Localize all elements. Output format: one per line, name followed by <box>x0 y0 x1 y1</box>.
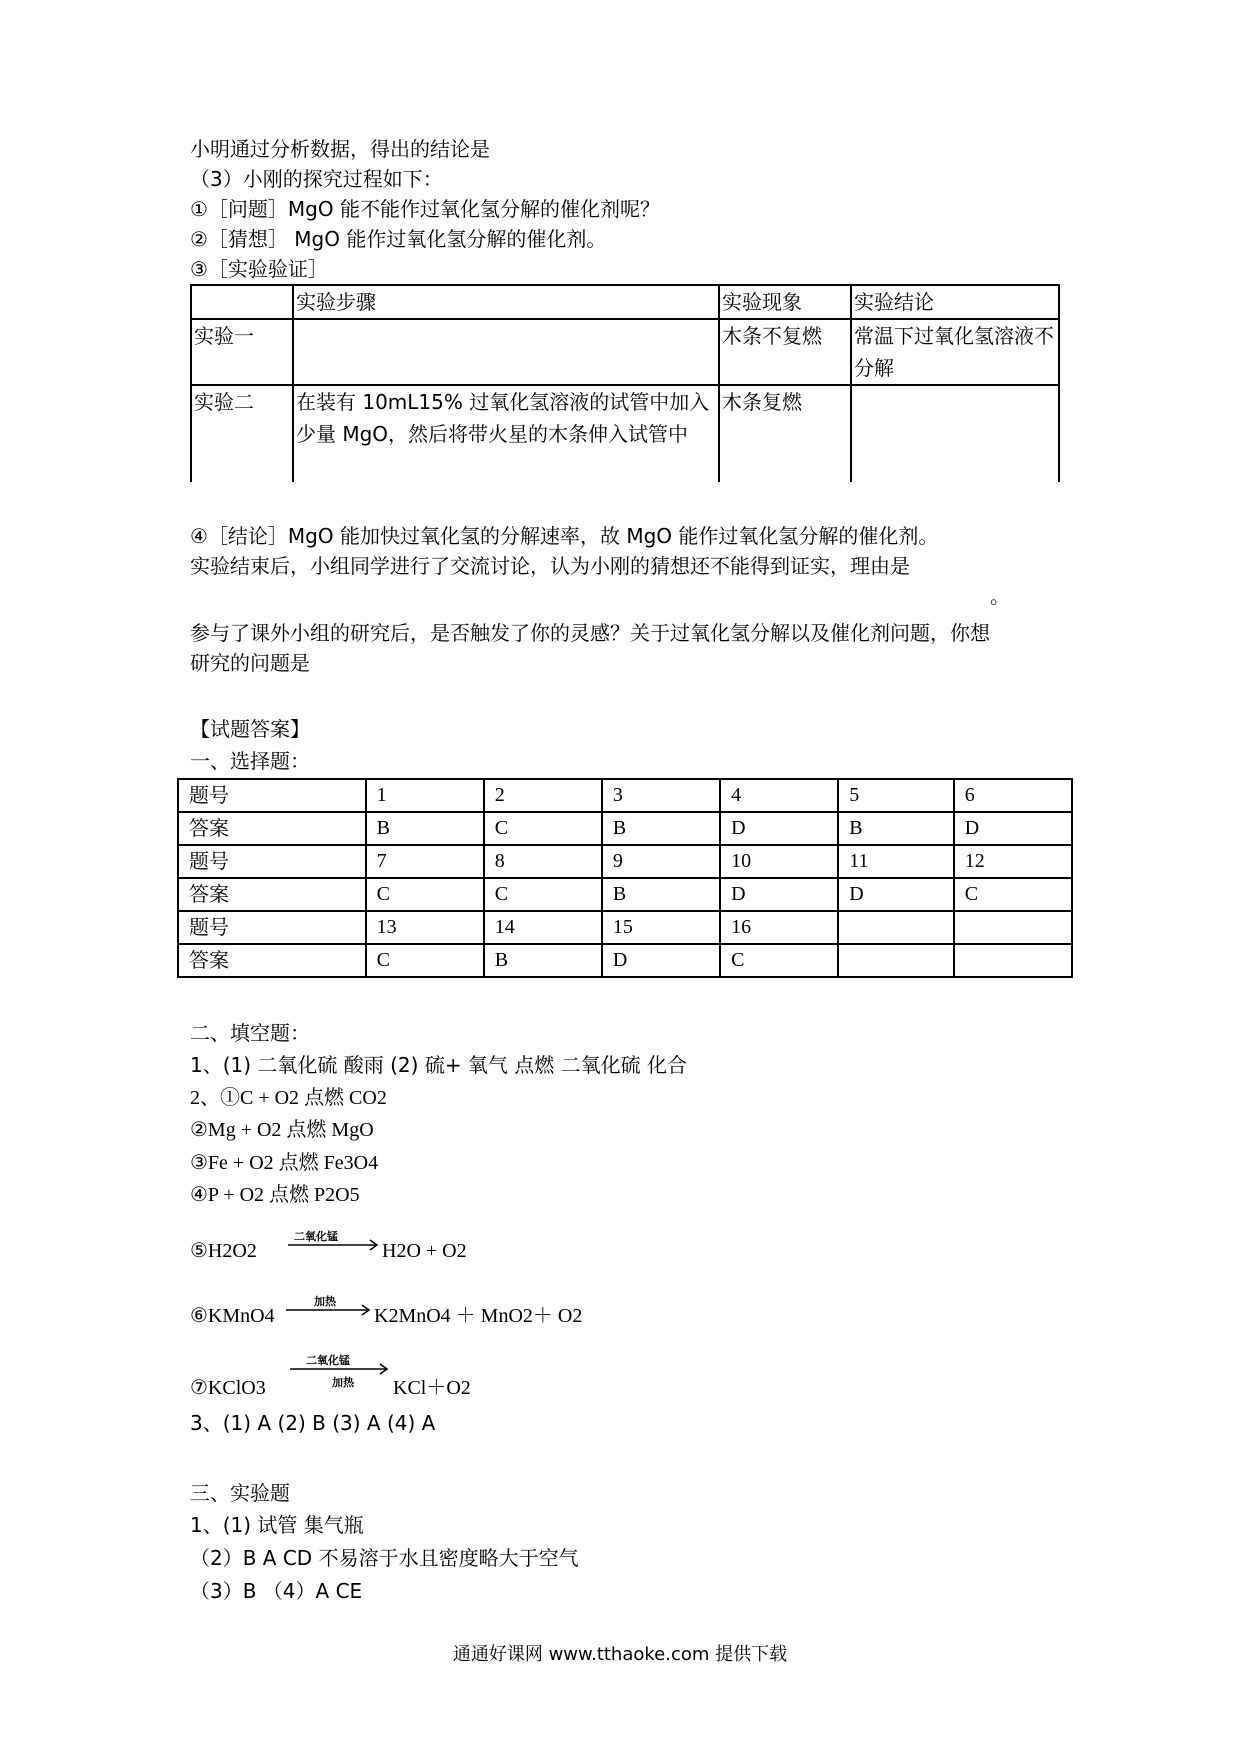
table-cell: 4 <box>720 779 838 812</box>
table-row <box>191 385 1059 482</box>
table-cell: 6 <box>954 779 1072 812</box>
table-cell: C <box>366 878 484 911</box>
table-row <box>191 285 1059 319</box>
equation-kclo3-right: KCl＋O2 <box>393 1377 471 1399</box>
question-step1: ①［问题］MgO 能不能作过氧化氢分解的催化剂呢？ <box>190 197 660 221</box>
intro-line2: （3）小刚的探究过程如下： <box>190 167 443 191</box>
heat-label: 加热 <box>314 1295 336 1308</box>
section-experiment-title: 三、实验题 <box>190 1481 290 1505</box>
reaction-arrow <box>290 1352 390 1398</box>
discussion-text: 实验结束后，小组同学进行了交流讨论，认为小刚的猜想还不能得到证实，理由是 <box>190 554 910 578</box>
conclusion-step4: ④［结论］MgO 能加快过氧化氢的分解速率，故 MgO 能作过氧化氢分解的催化剂。 <box>190 524 939 548</box>
table-cell: B <box>366 812 484 845</box>
experiment-answer-2: （2）B A CD 不易溶于水且密度略大于空气 <box>190 1546 579 1570</box>
table-cell: 木条不复燃 <box>719 319 851 385</box>
table-row <box>178 911 1072 944</box>
answers-title: 【试题答案】 <box>190 717 310 741</box>
equation-kclo3-left: ⑦KClO3 <box>190 1377 266 1399</box>
table-cell: D <box>602 944 720 977</box>
table-cell: 9 <box>602 845 720 878</box>
table-cell: B <box>602 812 720 845</box>
table-cell: 5 <box>838 779 954 812</box>
table-row <box>178 845 1072 878</box>
table-cell: 答案 <box>178 944 366 977</box>
fill-answer-1: 1、(1) 二氧化硫 酸雨 (2) 硫+ 氧气 点燃 二氧化硫 化合 <box>190 1053 688 1077</box>
experiment-answer-3: （3）B （4）A CE <box>190 1579 363 1603</box>
table-cell: B <box>484 944 602 977</box>
table-cell: 7 <box>366 845 484 878</box>
table-row <box>178 779 1072 812</box>
table-cell: C <box>954 878 1072 911</box>
table-cell: 10 <box>720 845 838 878</box>
equation-h2o2-right: H2O + O2 <box>382 1240 467 1262</box>
table-cell: D <box>954 812 1072 845</box>
table-cell <box>838 911 954 944</box>
experiment-answer-1: 1、(1) 试管 集气瓶 <box>190 1513 364 1537</box>
table-header-cell: 实验结论 <box>851 285 1059 319</box>
equation-h2o2-left: ⑤H2O2 <box>190 1240 257 1262</box>
table-cell: 木条复燃 <box>719 385 851 482</box>
table-cell: 11 <box>838 845 954 878</box>
equation-kmno4-right: K2MnO4 ＋ MnO2＋ O2 <box>374 1305 583 1327</box>
table-cell: 3 <box>602 779 720 812</box>
section-choice-title: 一、选择题： <box>190 749 310 773</box>
inspire-text-1: 参与了课外小组的研究后，是否触发了你的灵感？关于过氧化氢分解以及催化剂问题，你想 <box>190 621 990 645</box>
table-cell: 13 <box>366 911 484 944</box>
table-cell: C <box>720 944 838 977</box>
table-cell: 常温下过氧化氢溶液不分解 <box>851 319 1059 385</box>
experiment-table <box>190 284 1060 482</box>
table-cell: 题号 <box>178 911 366 944</box>
table-cell: 12 <box>954 845 1072 878</box>
table-cell: 题号 <box>178 845 366 878</box>
footer-credit: 通通好课网 www.tthaoke.com 提供下载 <box>452 1644 788 1665</box>
intro-line1: 小明通过分析数据，得出的结论是 <box>190 137 490 161</box>
table-cell <box>838 944 954 977</box>
fill-answer-5: ④P + O2 点燃 P2O5 <box>190 1184 360 1206</box>
table-cell: 8 <box>484 845 602 878</box>
table-cell: 在装有 10mL15% 过氧化氢溶液的试管中加入少量 MgO，然后将带火星的木条伸入试管中 <box>293 385 719 482</box>
table-row <box>178 944 1072 977</box>
table-cell: 1 <box>366 779 484 812</box>
heat-label: 加热 <box>332 1376 354 1389</box>
table-cell: C <box>484 812 602 845</box>
answer-table <box>177 778 1073 978</box>
inspire-text-2: 研究的问题是 <box>190 651 310 675</box>
table-cell: 实验一 <box>191 319 293 385</box>
fill-answer-4: ③Fe + O2 点燃 Fe3O4 <box>190 1152 379 1174</box>
table-header-cell <box>191 285 293 319</box>
reaction-arrow <box>288 1230 380 1260</box>
table-cell: 答案 <box>178 812 366 845</box>
table-cell: 题号 <box>178 779 366 812</box>
table-cell: D <box>720 812 838 845</box>
table-cell <box>954 944 1072 977</box>
table-cell: D <box>838 878 954 911</box>
arrow-icon <box>286 1295 372 1325</box>
arrow-icon <box>288 1230 380 1260</box>
fill-answer-3: ②Mg + O2 点燃 MgO <box>190 1119 374 1141</box>
table-header-cell: 实验步骤 <box>293 285 719 319</box>
table-row <box>191 319 1059 385</box>
table-cell <box>954 911 1072 944</box>
table-cell: D <box>720 878 838 911</box>
catalyst-label: 二氧化锰 <box>306 1354 350 1367</box>
table-cell: B <box>838 812 954 845</box>
table-cell: 答案 <box>178 878 366 911</box>
fill-answer-2: 2、①C + O2 点燃 CO2 <box>190 1087 387 1109</box>
table-cell: 16 <box>720 911 838 944</box>
table-cell: C <box>484 878 602 911</box>
table-row <box>178 812 1072 845</box>
table-row <box>178 878 1072 911</box>
table-cell: C <box>366 944 484 977</box>
table-cell: B <box>602 878 720 911</box>
catalyst-label: 二氧化锰 <box>294 1230 338 1243</box>
question-step2: ②［猜想］ MgO 能作过氧化氢分解的催化剂。 <box>190 227 607 251</box>
table-cell: 15 <box>602 911 720 944</box>
table-cell <box>851 385 1059 482</box>
table-header-cell: 实验现象 <box>719 285 851 319</box>
question-step3: ③［实验验证］ <box>190 257 328 281</box>
table-cell: 实验二 <box>191 385 293 482</box>
reaction-arrow <box>286 1295 372 1325</box>
period-mark: 。 <box>990 584 1010 608</box>
table-cell <box>293 319 719 385</box>
table-cell: 2 <box>484 779 602 812</box>
section-fill-title: 二、填空题： <box>190 1021 310 1045</box>
table-cell: 14 <box>484 911 602 944</box>
fill-answer-3-section: 3、(1) A (2) B (3) A (4) A <box>190 1411 436 1435</box>
equation-kmno4-left: ⑥KMnO4 <box>190 1305 275 1327</box>
